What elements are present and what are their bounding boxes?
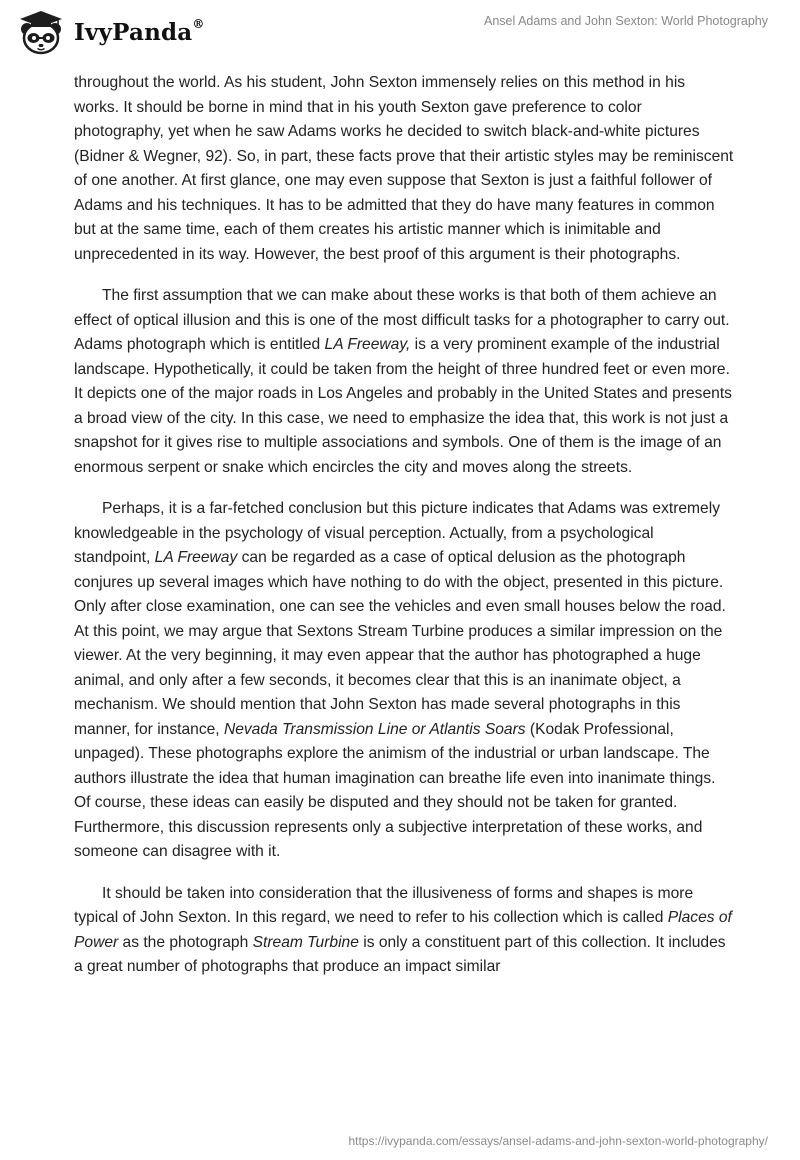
essay-body [74, 71, 734, 997]
source-url-link[interactable]: https://ivypanda.com/essays/ansel-adams-and-john-sexton-world-photography/ [348, 1134, 768, 1148]
paragraph-text: The first assumption that we can make about these works is that both of them achieve an effect of optical illusion and this is one of the most difficult tasks for a photographer to carry out. Adams photograph which is entitled [74, 287, 730, 353]
paragraph-text: can be regarded as a case of optical delusion as the photograph conjures up several images which have nothing to do with the object, presented in this picture. Only after close examination, one can see the vehicles and even small houses below the road. At this point, we may argue that Sextons Stream Turbine produces a similar impression on the viewer. At the very beginning, it may even appear that the author has photographed a huge animal, and only after a few seconds, it becomes clear that this is an inanimate object, a mechanism. We should mention that John Sexton has made several photographs in this manner, for instance, [74, 549, 726, 738]
italic-title-text: Places of Power [74, 909, 732, 951]
paragraph-text: Perhaps, it is a far-fetched conclusion but this picture indicates that Adams was extremely knowledgeable in the psychology of visual perception. Actually, from a psychological standpoint, [74, 500, 720, 566]
essay-paragraph [74, 497, 734, 865]
italic-title-text: LA Freeway [154, 549, 238, 566]
ivypanda-logo[interactable] [16, 8, 205, 56]
page-header [0, 0, 800, 70]
paragraph-text: (Kodak Professional, unpaged). These photographs explore the animism of the industrial or urban landscape. The authors illustrate the idea that human imagination can breathe life even into inanimate things. Of course, these ideas can easily be disputed and they should not be taken for granted. Furthermore, this discussion represents only a subjective interpretation of these works, and someone can disagree with it. [74, 720, 716, 860]
essay-paragraph [74, 882, 734, 980]
paragraph-text: throughout the world. As his student, John Sexton immensely relies on this method in his works. It should be borne in mind that in his youth Sexton gave preference to color photography, yet when he saw Adams works he decided to switch black-and-white pictures (Bidner & Wegner, 92). So, in part, these facts prove that their artistic styles may be reminiscent of one another. At first glance, one may even suppose that Sexton is just a faithful follower of Adams and his techniques. It has to be admitted that they do have many features in common but at the same time, each of them creates his artistic manner which is inimitable and unprecedented in its way. However, the best proof of this argument is their photographs. [74, 74, 734, 263]
document-title: Ansel Adams and John Sexton: World Photography [484, 14, 768, 28]
paragraph-text: as the photograph [118, 933, 253, 951]
essay-paragraph [74, 284, 734, 480]
logo-wordmark: IvyPanda® [74, 16, 205, 46]
paragraph-text: It should be taken into consideration that the illusiveness of forms and shapes is more typical of John Sexton. In this regard, we need to refer to his collection which is called [74, 884, 694, 926]
paragraph-text: is only a constituent part of this collection. It includes a great number of photographs that produce an impact similar [74, 933, 726, 975]
paragraph-text: is a very prominent example of the industrial landscape. Hypothetically, it could be taken from the height of three hundred feet or even more. It depicts one of the major roads in Los Angeles and probably in the United States and presents a broad view of the city. In this case, we need to emphasize the idea that, this work is not just a snapshot for it gives rise to multiple associations and symbols. One of them is the image of an enormous serpent or snake which encircles the city and moves along the streets. [74, 336, 732, 476]
panda-graduate-icon [16, 8, 66, 56]
essay-paragraph [74, 71, 734, 267]
italic-title-text: LA Freeway, [324, 336, 411, 353]
italic-title-text: Nevada Transmission Line or Atlantis Soars [223, 720, 526, 738]
italic-title-text: Stream Turbine [252, 933, 359, 951]
